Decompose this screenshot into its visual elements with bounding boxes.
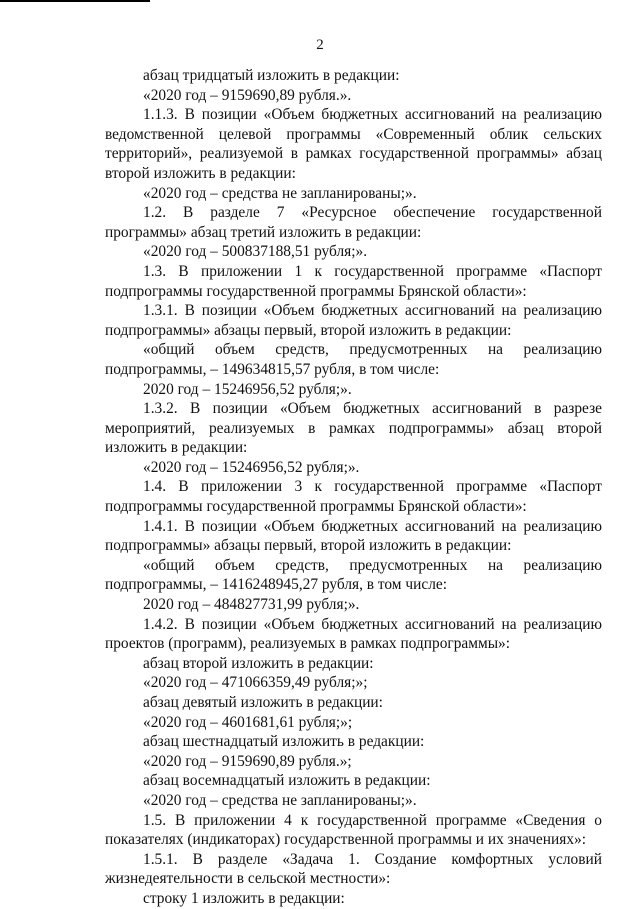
paragraph: абзац шестнадцатый изложить в редакции: <box>143 733 425 751</box>
paragraph: 1.3.2. В позиции «Объем бюджетных ассигнований в разрезе мероприятий, реализуемых в рамках подпрограммы» абзац второй изложить в редакции: <box>105 400 602 457</box>
paragraph: «2020 год – 471066359,49 рубля;»; <box>143 674 368 692</box>
paragraph: «2020 год – средства не запланированы;». <box>143 791 417 809</box>
paragraph: «общий объем средств, предусмотренных на реализацию подпрограммы, – 1416248945,27 рубля, в том числе: <box>105 556 602 594</box>
paragraph: «2020 год – 9159690,89 рубля.»; <box>143 752 352 770</box>
paragraph: 1.3. В приложении 1 к государственной программе «Паспорт подпрограммы государственной программы Брянской области»: <box>105 262 602 300</box>
paragraph: 1.1.3. В позиции «Объем бюджетных ассигнований на реализацию ведомственной целевой программы «Современный облик сельских территорий», реализуемой в рамках государственной программы» абзац второй изложить в редакции: <box>105 106 602 182</box>
top-rule <box>0 0 150 2</box>
paragraph: абзац девятый изложить в редакции: <box>143 694 383 711</box>
paragraph: 1.4.1. В позиции «Объем бюджетных ассигнований на реализацию подпрограммы» абзацы первый, второй изложить в редакции: <box>105 517 602 555</box>
paragraph: 1.5. В приложении 4 к государственной программе «Сведения о показателях (индикаторах) государственной программы и их значениях»: <box>105 811 602 849</box>
paragraph: 1.2. В разделе 7 «Ресурсное обеспечение государственной программы» абзац третий изложить в редакции: <box>105 204 602 241</box>
paragraph: «2020 год – средства не запланированы;». <box>143 184 417 202</box>
paragraph: абзац тридцатый изложить в редакции: <box>143 67 400 84</box>
paragraph: 1.3.1. В позиции «Объем бюджетных ассигнований на реализацию подпрограммы» абзацы первый, второй изложить в редакции: <box>105 302 602 339</box>
paragraph: «общий объем средств, предусмотренных на реализацию подпрограммы, – 149634815,57 рубля, в том числе: <box>105 341 602 378</box>
paragraph: «2020 год – 500837188,51 рубля;». <box>143 243 368 261</box>
paragraph: строку 1 изложить в редакции: <box>143 889 345 907</box>
paragraph: «2020 год – 15246956,52 рубля;». <box>143 458 360 476</box>
document-body <box>105 66 602 909</box>
paragraph: абзац второй изложить в редакции: <box>143 654 374 672</box>
paragraph: абзац восемнадцатый изложить в редакции: <box>143 772 431 790</box>
page-number: 2 <box>316 37 324 53</box>
paragraph: «2020 год – 4601681,61 рубля;»; <box>143 713 353 731</box>
paragraph: 2020 год – 484827731,99 рубля;». <box>143 596 360 614</box>
paragraph: 1.4.2. В позиции «Объем бюджетных ассигнований на реализацию проектов (программ), реализуемых в рамках подпрограммы»: <box>105 615 602 653</box>
paragraph: «2020 год – 9159690,89 рубля.». <box>143 86 352 104</box>
paragraph: 1.4. В приложении 3 к государственной программе «Паспорт подпрограммы государственной программы Брянской области»: <box>105 478 602 516</box>
paragraph: 1.5.1. В разделе «Задача 1. Создание комфортных условий жизнедеятельности в сельской местности»: <box>105 850 602 888</box>
paragraph: 2020 год – 15246956,52 рубля;». <box>143 380 352 398</box>
